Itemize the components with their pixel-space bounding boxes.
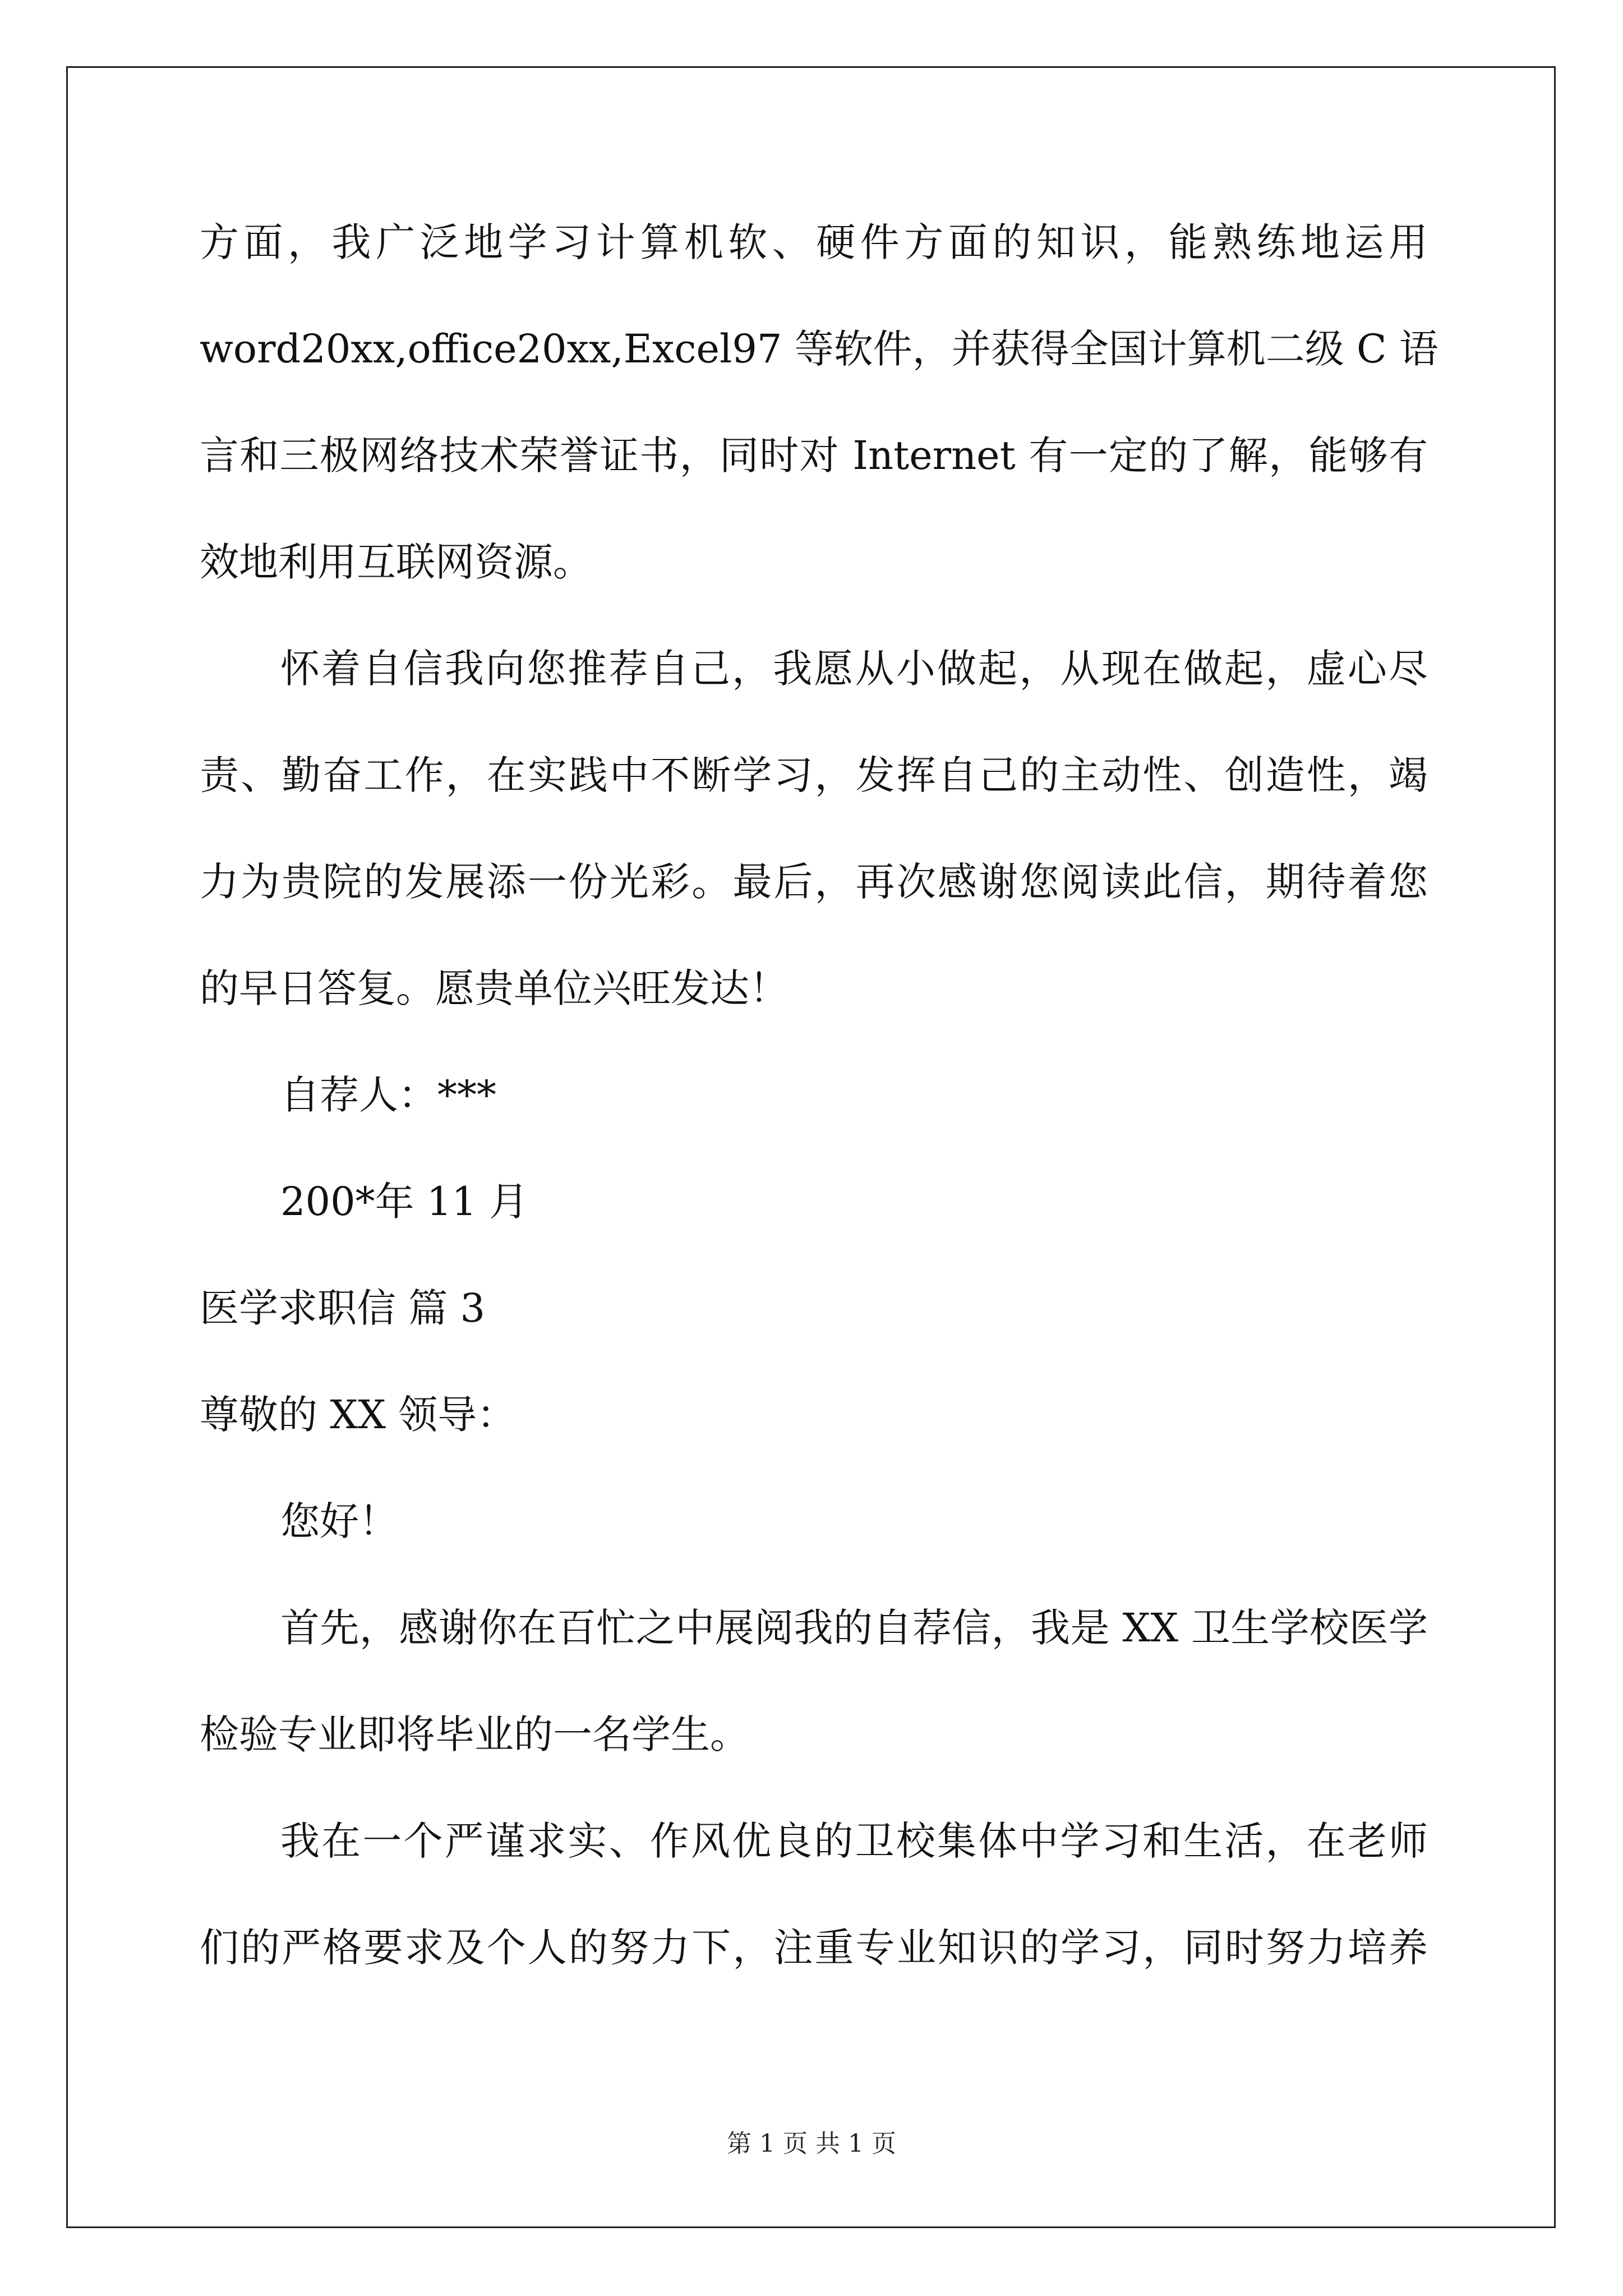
- greeting: 您好！: [280, 1498, 398, 1544]
- paragraph-4-line-1: 我在一个严谨求实、作风优良的卫校集体中学习和生活，在老师: [280, 1818, 1428, 1864]
- paragraph-1-line-2: word20xx,office20xx,Excel97 等软件，并获得全国计算机二级 C 语: [200, 326, 1438, 372]
- paragraph-2-line-3: 力为贵院的发展添一份光彩。最后，再次感谢您阅读此信，期待着您: [200, 859, 1428, 905]
- paragraph-1-line-3: 言和三极网络技术荣誉证书，同时对 Internet 有一定的了解，能够有: [200, 432, 1428, 478]
- page-footer: 第 1 页 共 1 页: [727, 2129, 896, 2158]
- paragraph-1-line-4: 效地利用互联网资源。: [200, 539, 592, 585]
- paragraph-2-line-2: 责、勤奋工作，在实践中不断学习，发挥自己的主动性、创造性，竭: [200, 752, 1428, 798]
- paragraph-1-line-1: 方面，我广泛地学习计算机软、硬件方面的知识，能熟练地运用: [200, 219, 1428, 265]
- paragraph-3-line-2: 检验专业即将毕业的一名学生。: [200, 1711, 749, 1757]
- salutation: 尊敬的 XX 领导：: [200, 1392, 517, 1438]
- paragraph-2-line-4: 的早日答复。愿贵单位兴旺发达！: [200, 965, 789, 1011]
- paragraph-4-line-2: 们的严格要求及个人的努力下，注重专业知识的学习，同时努力培养: [200, 1925, 1428, 1971]
- paragraph-3-line-1: 首先，感谢你在百忙之中展阅我的自荐信，我是 XX 卫生学校医学: [280, 1605, 1428, 1651]
- page-border: [66, 66, 1556, 2228]
- date: 200*年 11 月: [280, 1179, 529, 1225]
- section-title: 医学求职信 篇 3: [200, 1285, 486, 1331]
- signature: 自荐人：***: [280, 1072, 496, 1118]
- paragraph-2-line-1: 怀着自信我向您推荐自己，我愿从小做起，从现在做起，虚心尽: [280, 646, 1428, 692]
